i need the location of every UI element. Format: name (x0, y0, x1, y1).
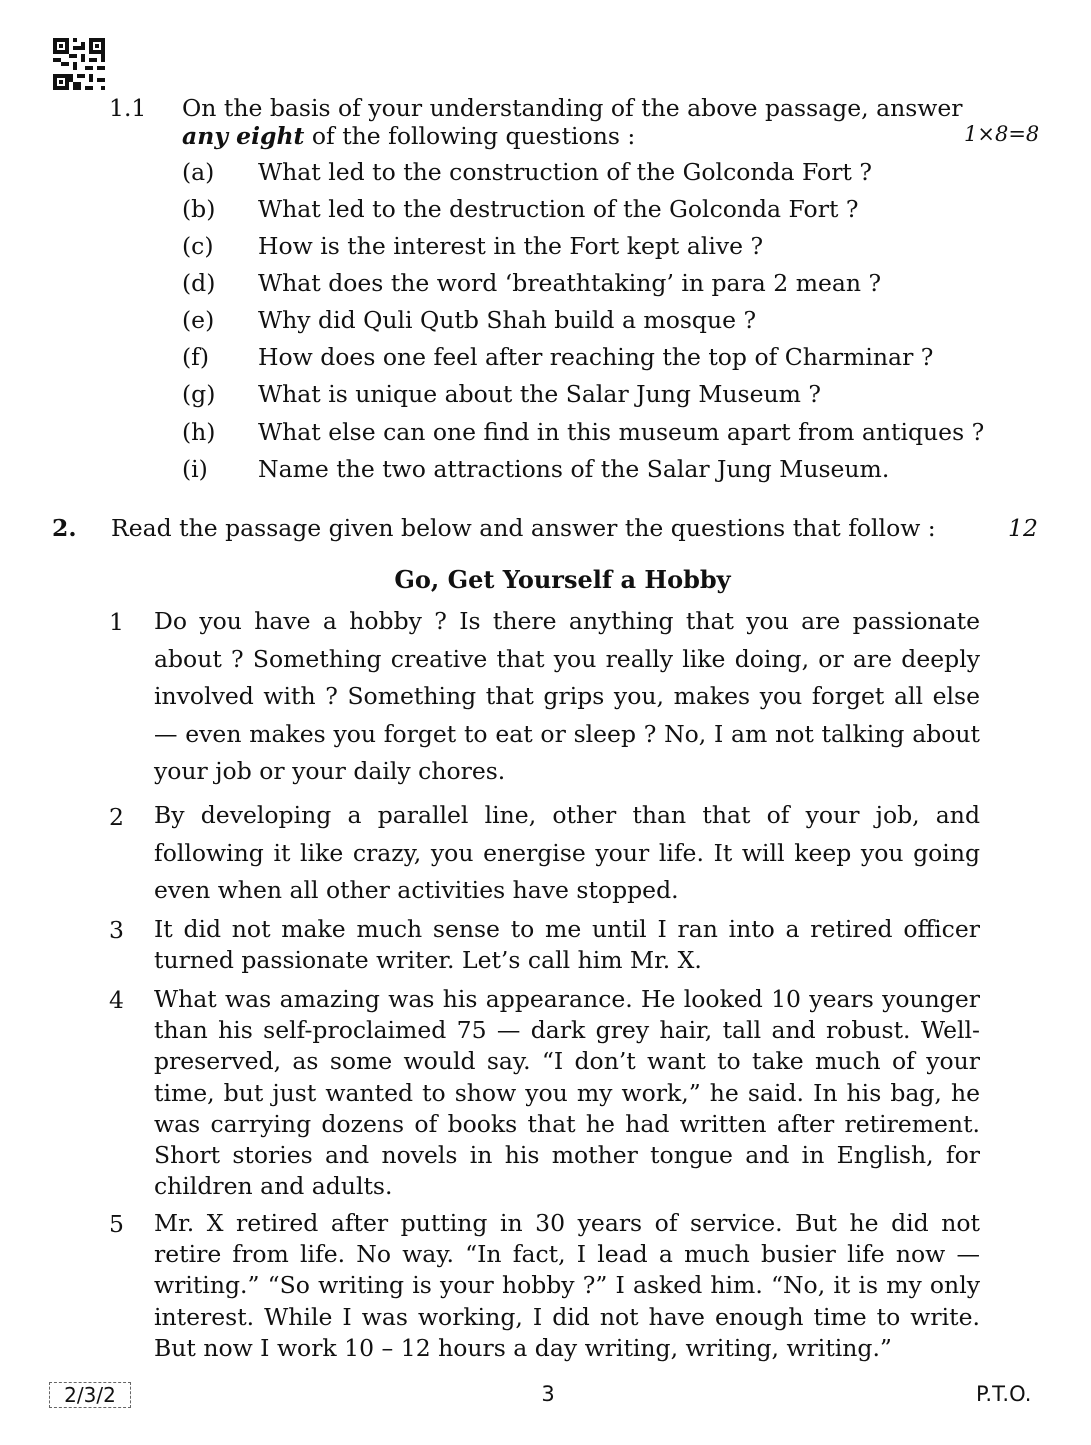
subquestion (182, 268, 881, 298)
instruction-line-2: of the following questions : (304, 122, 636, 150)
subquestion-text: What led to the destruction of the Golconda Fort ? (258, 195, 859, 223)
question-1-1-marks: 1×8=8 (964, 122, 1040, 146)
paragraph-number: 2 (109, 803, 124, 831)
subquestion (182, 379, 821, 409)
subquestion-text: How is the interest in the Fort kept alive ? (258, 232, 764, 260)
subquestion (182, 194, 858, 224)
paper-code: 2/3/2 (49, 1382, 131, 1408)
subquestion (182, 417, 984, 447)
paragraph-number: 4 (109, 986, 124, 1014)
subquestion-label: (f) (182, 343, 210, 371)
subquestion-label: (e) (182, 306, 215, 334)
passage-title: Go, Get Yourself a Hobby (394, 565, 731, 594)
paragraph-number: 3 (109, 916, 124, 944)
paragraph-number: 1 (109, 608, 124, 636)
subquestion-label: (b) (182, 195, 216, 223)
please-turn-over: P.T.O. (976, 1382, 1032, 1406)
qr-code (53, 38, 105, 90)
paragraph: By developing a parallel line, other than that of your job, and following it like crazy, you energise your life. It will keep you going even when all other activities have stopped. (154, 801, 980, 904)
subquestion-label: (i) (182, 455, 208, 483)
subquestion-text: What led to the construction of the Golconda Fort ? (258, 158, 872, 186)
instruction-emphasis: any eight (182, 122, 305, 150)
paragraph: Do you have a hobby ? Is there anything that you are passionate about ? Something creative that you really like doing, or are deeply involved with ? Something that grips you, makes you forget all else — even makes you forget to eat or sleep ? No, I am not talking about your job or your daily chores. (154, 607, 980, 785)
subquestion (182, 157, 872, 187)
paragraph: What was amazing was his appearance. He looked 10 years younger than his self-proclaimed 75 — dark grey hair, tall and robust. Well-preserved, as some would say. “I don’t want to take much of your time, but just wanted to show you my work,” he said. In his bag, he was carrying dozens of books that he had written after retirement. Short stories and novels in his mother tongue and in English, for children and adults. (154, 985, 980, 1201)
subquestion-label: (h) (182, 418, 216, 446)
question-number-2: 2. (52, 514, 77, 542)
subquestion-text: Name the two attractions of the Salar Jung Museum. (258, 455, 890, 483)
instruction-line-1: On the basis of your understanding of the above passage, answer (182, 94, 963, 122)
subquestion-label: (a) (182, 158, 215, 186)
subquestion-text: What does the word ‘breathtaking’ in para 2 mean ? (258, 269, 882, 297)
question-number-1-1: 1.1 (109, 94, 147, 122)
subquestion (182, 454, 889, 484)
subquestion-text: What is unique about the Salar Jung Museum ? (258, 380, 822, 408)
question-2-instruction: Read the passage given below and answer the questions that follow : (111, 514, 936, 542)
paragraph: Mr. X retired after putting in 30 years of service. But he did not retire from life. No way. “In fact, I lead a much busier life now — writing.” “So writing is your hobby ?” I asked him. “No, it is my only interest. While I was working, I did not have enough time to write. But now I work 10 – 12 hours a day writing, writing, writing.” (154, 1209, 980, 1362)
page-number: 3 (541, 1382, 555, 1406)
subquestion (182, 231, 763, 261)
subquestion-label: (d) (182, 269, 216, 297)
subquestion-text: What else can one find in this museum apart from antiques ? (258, 418, 985, 446)
paragraph-number: 5 (109, 1210, 124, 1238)
subquestion-label: (g) (182, 380, 216, 408)
question-1-1-instruction (182, 94, 980, 150)
question-2-marks: 12 (1008, 514, 1038, 542)
subquestion-text: How does one feel after reaching the top of Charminar ? (258, 343, 934, 371)
subquestion-text: Why did Quli Qutb Shah build a mosque ? (258, 306, 757, 334)
subquestion-label: (c) (182, 232, 214, 260)
subquestion (182, 342, 933, 372)
subquestion (182, 305, 756, 335)
paragraph: It did not make much sense to me until I ran into a retired officer turned passionate writer. Let’s call him Mr. X. (154, 915, 980, 974)
